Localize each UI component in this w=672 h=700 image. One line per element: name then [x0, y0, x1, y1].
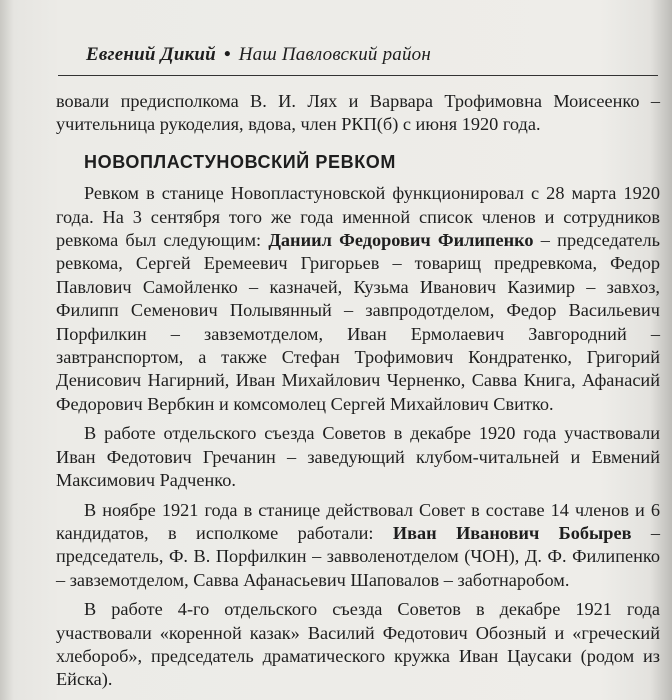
- running-head-separator: •: [223, 44, 231, 65]
- paragraph-3: [56, 499, 660, 593]
- header-rule: [58, 75, 658, 76]
- paragraph-3-text-a: В ноябре 1921 года в станице действовал Совет в составе 14 членов и 6 кандидатов, в исполкоме работали:: [56, 499, 660, 543]
- paragraph-3-bold-name: Иван Иванович Бобырев: [392, 522, 632, 543]
- paragraph-2: В работе отдельского съезда Советов в декабре 1920 года участвовали Иван Федотович Гречанин – заведующий клубом-читальней и Евмений Максимович Радченко.: [56, 423, 660, 491]
- continuation-paragraph: вовали предисполкома В. И. Лях и Варвара Трофимовна Моисеенко – учительница рукоделия, вдова, член РКП(б) с июня 1920 года.: [56, 91, 660, 135]
- running-head-book-title: Наш Павловский район: [238, 44, 432, 65]
- paragraph-1: [56, 182, 660, 416]
- paragraph-3-text-b: – председатель, Ф. В. Порфилкин – завволенотделом (ЧОН), Д. Ф. Филипенко – завземотделом, Савва Афанасьевич Шаповалов – заботнаробом.: [56, 522, 660, 590]
- paragraph-1-text-a: Ревком в станице Новопластуновской функционировал с 28 марта 1920 года. На 3 сентября того же года именной список членов и сотрудников ревкома был следующим:: [56, 183, 660, 251]
- paragraph-4: В работе 4-го отдельского съезда Советов в декабре 1921 года участвовали «коренной казак» Василий Федотович Обозный и «греческий хлебороб», председатель драматического кружка Иван Цаусаки (родом из Ейска).: [56, 599, 660, 690]
- section-title: НОВОПЛАСТУНОВСКИЙ РЕВКОМ: [84, 151, 396, 172]
- paragraph-1-text-b: – председатель ревкома, Сергей Еремеевич Григорьев – товарищ предревкома, Федор Павлович Самойленко – казначей, Кузьма Иванович Казимир – завхоз, Филипп Семенович Полывянный – завпродотделом, Федор Васильевич Порфилкин – завземотделом, Иван Ермолаевич Завгородний – завтранспортом, а также Стефан Трофимович Кондратенко, Григорий Денисович Нагирний, Иван Михайлович Черненко, Савва Книга, Афанасий Федорович Вербкин и комсомолец Сергей Михайлович Свитко.: [56, 230, 660, 414]
- page-body: [56, 90, 660, 692]
- running-head-author: Евгений Дикий: [86, 44, 216, 65]
- paragraph-1-bold-name: Даниил Федорович Филипенко: [268, 230, 534, 251]
- running-head: [86, 44, 646, 66]
